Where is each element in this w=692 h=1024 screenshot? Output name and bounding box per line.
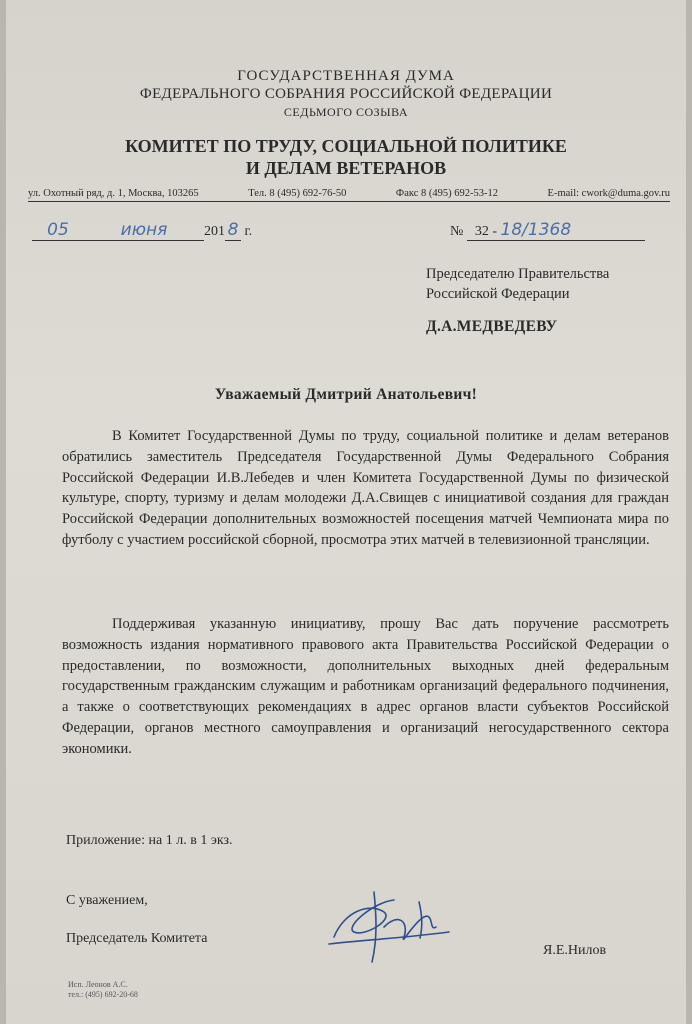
- date-year-digit: 8: [225, 220, 241, 241]
- greeting: Уважаемый Дмитрий Анатольевич!: [214, 386, 478, 403]
- attachment-note: Приложение: на 1 л. в 1 экз.: [66, 833, 233, 848]
- closing-regards: С уважением,: [66, 893, 148, 908]
- date-line: [32, 220, 252, 241]
- address: ул. Охотный ряд, д. 1, Москва, 103265: [28, 188, 199, 199]
- doc-number-handwritten: 18/1368: [500, 220, 572, 240]
- paragraph-text: Поддерживая указанную инициативу, прошу Вас дать поручение рассмотреть возможность издания нормативного правового акта Правительства Российской Федерации о предоставлении, по возможности, дополнительных выходных дней федеральным государственным гражданским служащим и работникам организаций федерального подчинения, а также о соответствующих рекомендациях в адрес органов власти субъектов Российской Федерации, органов местного самоуправления и организаций негосударственного сектора экономики.: [62, 616, 669, 757]
- fax: Факс 8 (495) 692-53-12: [395, 188, 498, 199]
- signature-image: [324, 882, 454, 972]
- addressee-title: Председателю Правительства: [426, 266, 610, 282]
- body-paragraph-1: [62, 426, 669, 551]
- date-month: июня: [84, 220, 204, 241]
- contacts-line: [28, 188, 670, 202]
- addressee-org: Российской Федерации: [426, 286, 570, 302]
- doc-number-label: №: [450, 224, 464, 239]
- date-day: 05: [32, 220, 84, 241]
- executor-phone: тел.: (495) 692-20-68: [68, 990, 138, 999]
- signer-position: Председатель Комитета: [66, 931, 208, 946]
- phone: Тел. 8 (495) 692-76-50: [248, 188, 347, 199]
- doc-number-printed: 32 -: [474, 224, 498, 239]
- committee-title-2: И ДЕЛАМ ВЕТЕРАНОВ: [245, 158, 447, 178]
- signature-strokes: [329, 892, 449, 962]
- addressee-name: Д.А.МЕДВЕДЕВУ: [426, 318, 558, 335]
- doc-number: [450, 220, 645, 241]
- paragraph-text: В Комитет Государственной Думы по труду, социальной политике и делам ветеранов обратились заместитель Председателя Государственной Думы Федерального Собрания Российской Федерации И.В.Лебедев и член Комитета Государственной Думы по физической культуре, спорту, туризму и делам молодежи Д.А.Свищев с инициативой создания для граждан Российской Федерации дополнительных возможностей посещения матчей Чемпионата мира по футболу с участием российской сборной, просмотра этих матчей в телевизионной трансляции.: [62, 428, 669, 548]
- header-assembly: ФЕДЕРАЛЬНОГО СОБРАНИЯ РОССИЙСКОЙ ФЕДЕРАЦИИ: [139, 86, 553, 102]
- email: E-mail: cwork@duma.gov.ru: [547, 188, 670, 199]
- header-duma: ГОСУДАРСТВЕННАЯ ДУМА: [237, 68, 455, 84]
- executor-info: [68, 980, 138, 1000]
- letter-page: [6, 0, 686, 1024]
- signer-name: Я.Е.Нилов: [543, 943, 607, 958]
- committee-title: КОМИТЕТ ПО ТРУДУ, СОЦИАЛЬНОЙ ПОЛИТИКЕ: [125, 136, 567, 156]
- date-suffix: г.: [244, 224, 253, 239]
- date-year-prefix: 201: [204, 224, 225, 239]
- doc-number-field: [467, 220, 645, 241]
- body-paragraph-2: [62, 614, 669, 760]
- executor-name: Исп. Леонов А.С.: [68, 980, 128, 989]
- header-convocation: СЕДЬМОГО СОЗЫВА: [283, 105, 409, 119]
